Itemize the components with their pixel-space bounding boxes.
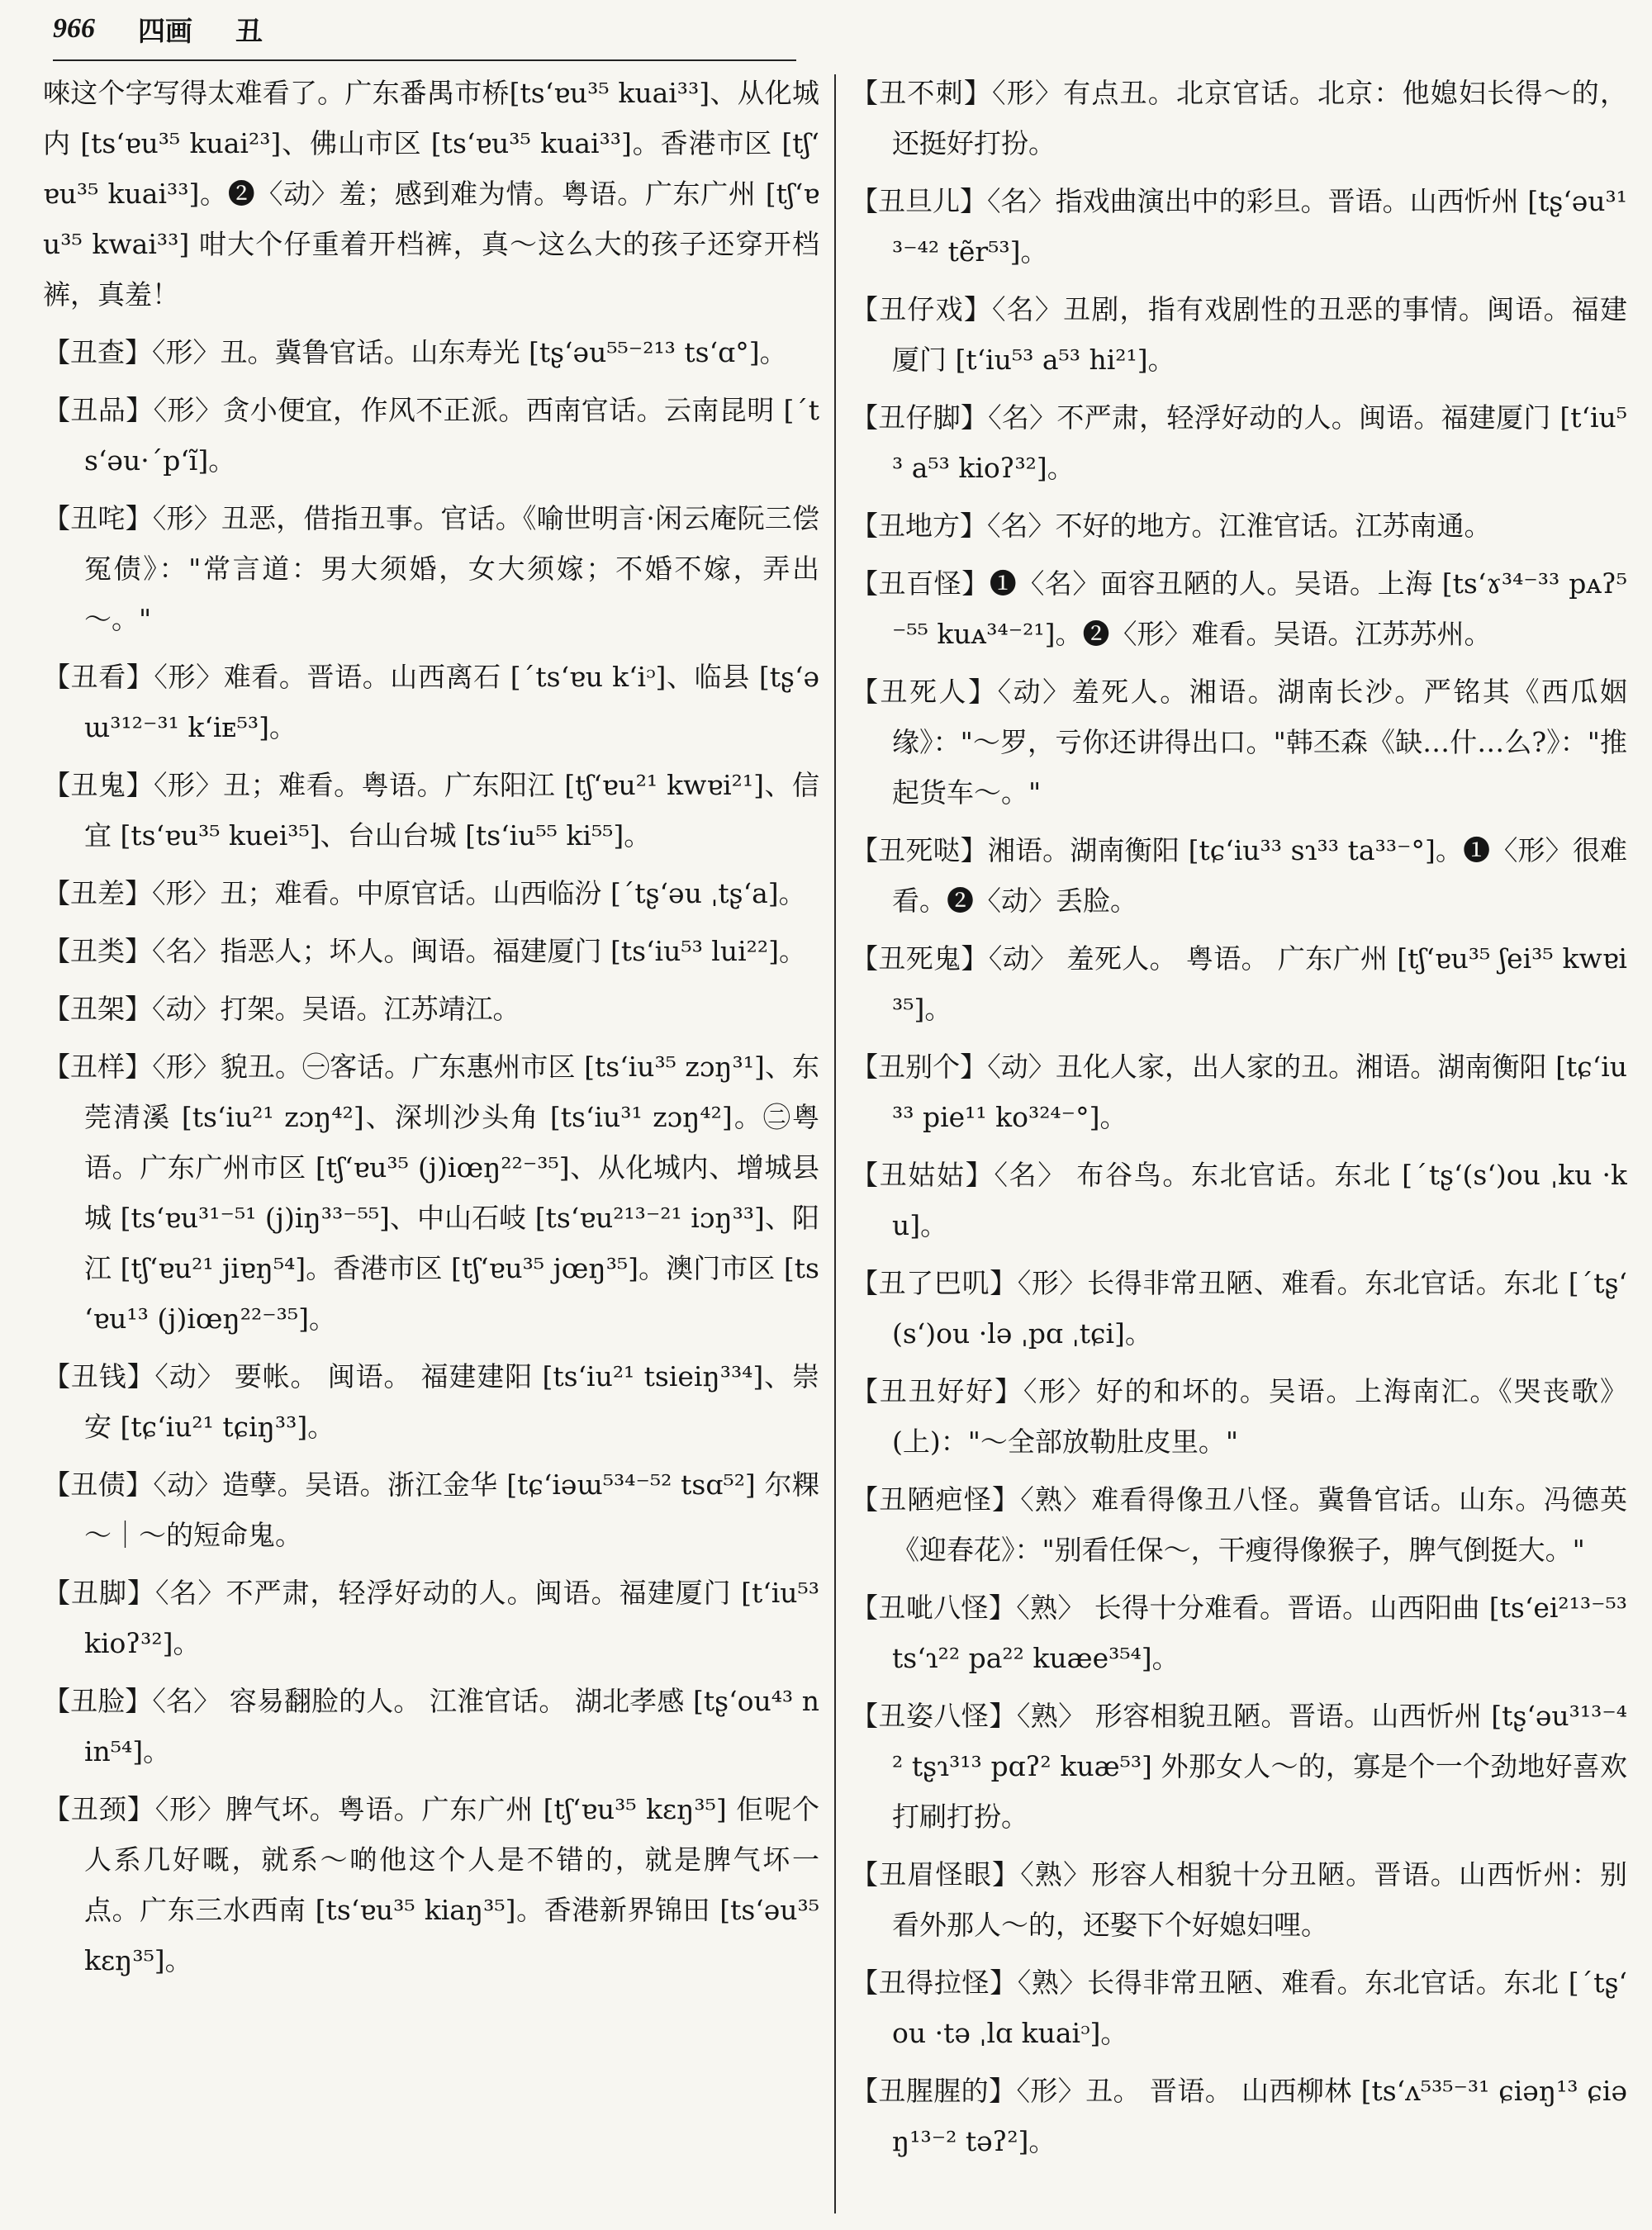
entry-chou-zhai: 【丑债】〈动〉造孽。吴语。浙江金华 [tɕʻiəɯ⁵³⁴⁻⁵² tsɑ⁵²] 尔粿～｜～的短命鬼。 bbox=[43, 1468, 819, 1551]
entry-chou-di-fang: 【丑地方】〈名〉不好的地方。江淮官话。江苏南通。 bbox=[851, 510, 1492, 542]
entry-chou-xing-xing-de: 【丑腥腥的】〈形〉丑。 晋语。 山西柳林 [tsʻʌ⁵³⁵⁻³¹ ɕiəŋ¹³ ɕiəŋ¹³⁻² təʔ²]。 bbox=[851, 2075, 1627, 2157]
entry-chou-cha2: 【丑差】〈形〉丑；难看。中原官话。山西临汾 [ˊtʂʻəu ˌtʂʻa]。 bbox=[43, 877, 806, 909]
right-column bbox=[851, 68, 1627, 2215]
entry-chou-bu-la: 【丑不刺】〈形〉有点丑。北京官话。北京：他媳妇长得～的，还挺好打扮。 bbox=[851, 77, 1627, 159]
entry-chou-gui: 【丑鬼】〈形〉丑；难看。粤语。广东阳江 [tʃʻɐu²¹ kwɐi²¹]、信宜 [tsʻɐu³⁵ kuei³⁵]、台山台城 [tsʻiu⁵⁵ ki⁵⁵]。 bbox=[43, 769, 819, 852]
entry-chou-lou-ba-guai: 【丑陋疤怪】〈熟〉难看得像丑八怪。冀鲁官话。山东。冯德英《迎春花》："别看任保～，干瘦得像猴子，脾气倒挺大。" bbox=[851, 1483, 1627, 1566]
entry-chou-kan: 【丑看】〈形〉难看。晋语。山西离石 [ˊtsʻɐu kʻiᵓ]、临县 [tʂʻəɯ³¹²⁻³¹ kʻiᴇ⁵³]。 bbox=[43, 661, 819, 743]
entry-chou-lei: 【丑类】〈名〉指恶人；坏人。闽语。福建厦门 [tsʻiu⁵³ lui²²]。 bbox=[43, 935, 806, 967]
entry-chou-si-da: 【丑死哒】湘语。湖南衡阳 [tɕʻiu³³ sɿ³³ ta³³⁻°]。❶〈形〉很难看。❷〈动〉丢脸。 bbox=[851, 834, 1627, 917]
entry-chou-qian: 【丑钱】〈动〉 要帐。 闽语。 福建建阳 [tsʻiu²¹ tsieiŋ³³⁴]、崇安 [tɕʻiu²¹ tɕiŋ³³]。 bbox=[43, 1360, 819, 1443]
entry-chou-bai-guai: 【丑百怪】❶〈名〉面容丑陋的人。吴语。上海 [tsʻɤ³⁴⁻³³ pᴀʔ⁵⁻⁵⁵ kuᴀ³⁴⁻²¹]。❷〈形〉难看。吴语。江苏苏州。 bbox=[851, 567, 1627, 650]
entry-chou-zha: 【丑咤】〈形〉丑恶，借指丑事。官话。《喻世明言·闲云庵阮三偿冤债》："常言道：男大须婚，女大须嫁；不婚不嫁，弄出～。" bbox=[43, 502, 819, 635]
entry-continuation: 唻这个字写得太难看了。广东番禺市桥[tsʻɐu³⁵ kuai³³]、从化城内 [tsʻɐu³⁵ kuai²³]、佛山市区 [tsʻɐu³⁵ kuai³³]。香港市区 [tʃʻɐu³⁵ kuai³³]。❷〈动〉羞；感到难为情。粤语。广东广州 [tʃʻɐu³⁵ kwai³³] 咁大个仔重着开档裤，真～这么大的孩子还穿开档裤，真羞！ bbox=[43, 77, 819, 311]
entry-chou-zai-xi: 【丑仔戏】〈名〉丑剧，指有戏剧性的丑恶的事情。闽语。福建厦门 [tʻiu⁵³ a⁵³ hi²¹]。 bbox=[851, 293, 1627, 376]
entry-chou-mei-guai-yan: 【丑眉怪眼】〈熟〉形容人相貌十分丑陋。晋语。山西忻州：别看外那人～的，还娶下个好媳妇哩。 bbox=[851, 1858, 1627, 1941]
entry-chou-si-ren: 【丑死人】〈动〉羞死人。湘语。湖南长沙。严铭其《西瓜姻缘》："～罗，亏你还讲得出口。"韩丕森《缺…什…么?》："推起货车～。" bbox=[851, 676, 1627, 809]
entry-chou-lian: 【丑脸】〈名〉 容易翻脸的人。 江淮官话。 湖北孝感 [tʂʻou⁴³ nin⁵⁴]。 bbox=[43, 1685, 819, 1767]
entry-chou-dan-er: 【丑旦儿】〈名〉指戏曲演出中的彩旦。晋语。山西忻州 [tʂʻəu³¹³⁻⁴² tẽr⁵³]。 bbox=[851, 185, 1627, 268]
entry-chou-jiao: 【丑脚】〈名〉不严肃，轻浮好动的人。闽语。福建厦门 [tʻiu⁵³ kioʔ³²]。 bbox=[43, 1577, 819, 1659]
column-divider bbox=[834, 74, 836, 2213]
head-character: 丑 bbox=[235, 14, 263, 47]
entry-chou-yang: 【丑样】〈形〉貌丑。㊀客话。广东惠州市区 [tsʻiu³⁵ zɔŋ³¹]、东莞清溪 [tsʻiu²¹ zɔŋ⁴²]、深圳沙头角 [tsʻiu³¹ zɔŋ⁴²]。㊁粤语。广东广州市区 [tʃʻɐu³⁵ (j)iœŋ²²⁻³⁵]、从化城内、增城县城 [tsʻɐu³¹⁻⁵¹ (j)iŋ³³⁻⁵⁵]、中山石岐 [tsʻɐu²¹³⁻²¹ iɔŋ³³]、阳江 [tʃʻɐu²¹ jiɐŋ⁵⁴]。香港市区 [tʃʻɐu³⁵ jœŋ³⁵]。澳门市区 [tsʻɐu¹³ (j)iœŋ²²⁻³⁵]。 bbox=[43, 1051, 819, 1335]
entry-chou-zai-jiao: 【丑仔脚】〈名〉不严肃，轻浮好动的人。闽语。福建厦门 [tʻiu⁵³ a⁵³ kioʔ³²]。 bbox=[851, 401, 1627, 484]
header-rule bbox=[53, 59, 796, 61]
entry-chou-pin: 【丑品】〈形〉贪小便宜，作风不正派。西南官话。云南昆明 [ˊtsʻəu·ˊpʻĩ]。 bbox=[43, 394, 819, 477]
entry-chou-de-la-guai: 【丑得拉怪】〈熟〉长得非常丑陋、难看。东北官话。东北 [ˊtʂʻou ·tə ˌlɑ kuaiᵓ]。 bbox=[851, 1967, 1627, 2049]
entry-chou-ci-ba-guai: 【丑呲八怪】〈熟〉 长得十分难看。晋语。山西阳曲 [tsʻei²¹³⁻⁵³ tsʻɿ²² pa²² kuæe³⁵⁴]。 bbox=[851, 1592, 1627, 1674]
entry-chou-cha: 【丑查】〈形〉丑。冀鲁官话。山东寿光 [tʂʻəu⁵⁵⁻²¹³ tsʻɑ°]。 bbox=[43, 336, 787, 368]
entry-chou-bie-ge: 【丑别个】〈动〉丑化人家，出人家的丑。湘语。湖南衡阳 [tɕʻiu³³ pie¹¹ ko³²⁴⁻°]。 bbox=[851, 1051, 1627, 1133]
section-label: 四画 bbox=[138, 14, 192, 47]
entry-chou-gu-gu: 【丑姑姑】〈名〉 布谷鸟。东北官话。东北 [ˊtʂʻ(sʻ)ou ˌku ·ku]。 bbox=[851, 1159, 1627, 1241]
entry-chou-chou-hao-hao: 【丑丑好好】〈形〉好的和坏的。吴语。上海南汇。《哭丧歌》(上)："～全部放勒肚皮里。" bbox=[851, 1375, 1627, 1458]
entry-chou-jia: 【丑架】〈动〉打架。吴语。江苏靖江。 bbox=[43, 993, 520, 1025]
entry-chou-zi-ba-guai: 【丑姿八怪】〈熟〉 形容相貌丑陋。晋语。山西忻州 [tʂʻəu³¹³⁻⁴² tʂɿ³¹³ pɑʔ² kuæ⁵³] 外那女人～的，寡是个一个劲地好喜欢打刷打扮。 bbox=[851, 1700, 1627, 1833]
entry-chou-jing: 【丑颈】〈形〉脾气坏。粤语。广东广州 [tʃʻɐu³⁵ kɛŋ³⁵] 佢呢个人系几好嘅，就系～啲他这个人是不错的，就是脾气坏一点。广东三水西南 [tsʻɐu³⁵ kiaŋ³⁵]。香港新界锦田 [tsʻəu³⁵ kɛŋ³⁵]。 bbox=[43, 1793, 819, 1976]
left-column bbox=[43, 68, 819, 2215]
page-number: 966 bbox=[53, 13, 95, 44]
entry-chou-si-gui: 【丑死鬼】〈动〉 羞死人。 粤语。 广东广州 [tʃʻɐu³⁵ ʃei³⁵ kwɐi³⁵]。 bbox=[851, 942, 1627, 1025]
page-header bbox=[53, 0, 1639, 58]
entry-chou-le-ba-ji: 【丑了巴叽】〈形〉长得非常丑陋、难看。东北官话。东北 [ˊtʂʻ(sʻ)ou ·lə ˌpɑ ˌtɕi]。 bbox=[851, 1267, 1627, 1350]
